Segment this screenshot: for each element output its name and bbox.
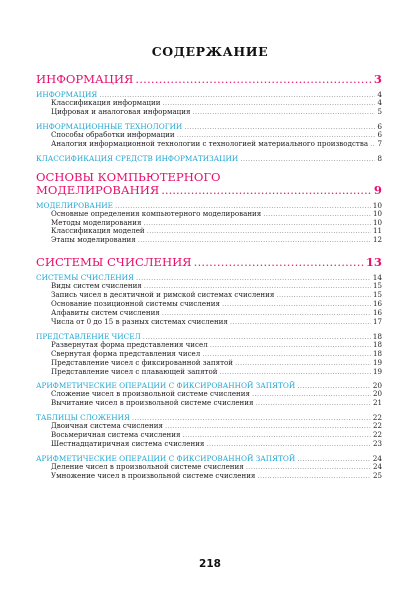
toc-page-number: 14	[372, 273, 382, 283]
toc-item-label: Умножение чисел в произвольной системе счисления	[51, 471, 256, 480]
toc-section-label: ТАБЛИЦЫ СЛОЖЕНИЯ	[36, 413, 130, 423]
toc-chapter-line2	[36, 184, 382, 197]
toc-page-number: 4	[377, 99, 382, 107]
toc-item-label: Запись чисел в десятичной и римской системах счисления	[51, 291, 275, 300]
leader-dots	[230, 318, 371, 327]
toc-item[interactable]	[36, 431, 382, 440]
toc-page-number: 8	[377, 153, 382, 163]
toc-section[interactable]	[36, 332, 382, 341]
toc-item-label: Представление чисел с плавающей запятой	[51, 367, 218, 376]
toc-page-number: 5	[377, 107, 382, 116]
page-title: СОДЕРЖАНИЕ	[151, 44, 269, 59]
toc-item[interactable]	[36, 236, 382, 245]
toc-item[interactable]	[36, 291, 382, 300]
toc-page-number: 15	[372, 282, 382, 291]
toc-item[interactable]	[36, 390, 382, 399]
toc-page-number: 18	[372, 349, 382, 358]
toc-section-label: КЛАССИФИКАЦИЯ СРЕДСТВ ИНФОРМАТИЗАЦИИ	[36, 153, 239, 163]
toc-item[interactable]	[36, 227, 382, 236]
toc-item[interactable]	[36, 472, 382, 481]
leader-dots	[297, 454, 370, 463]
toc-section[interactable]	[36, 273, 382, 282]
toc-chapter[interactable]	[36, 255, 382, 269]
toc-item[interactable]	[36, 99, 382, 108]
toc-page-number: 20	[372, 381, 382, 391]
toc-chapter-label-line1: ОСНОВЫ КОМПЬЮТЕРНОГО	[36, 169, 221, 184]
toc-page-number: 20	[372, 390, 382, 399]
toc-item-label: Восьмеричная система счисления	[51, 431, 181, 440]
toc-item[interactable]	[36, 282, 382, 291]
toc-item-label: Свернутая форма представления чисел	[51, 349, 201, 358]
leader-dots	[297, 381, 370, 390]
leader-dots	[165, 422, 371, 431]
leader-dots	[132, 413, 371, 422]
leader-dots	[135, 72, 372, 86]
toc-chapter-label-line2: МОДЕЛИРОВАНИЯ	[36, 183, 160, 197]
toc-page-number: 11	[372, 227, 382, 236]
toc-page-number: 10	[372, 218, 382, 227]
toc-page-number: 7	[377, 139, 382, 148]
toc-item[interactable]	[36, 219, 382, 228]
toc-page-number: 22	[372, 413, 382, 423]
toc-section[interactable]	[36, 381, 382, 390]
toc-page-number: 12	[372, 236, 382, 245]
toc-page-number: 16	[372, 308, 382, 317]
toc-item[interactable]	[36, 359, 382, 368]
toc-item[interactable]	[36, 318, 382, 327]
toc-item[interactable]	[36, 368, 382, 377]
toc-item-label: Классификация информации	[51, 99, 161, 107]
leader-dots	[263, 210, 371, 219]
toc-item-label: Основание позиционной системы счисления	[51, 300, 220, 309]
toc-item[interactable]	[36, 108, 382, 117]
toc-section-label: МОДЕЛИРОВАНИЕ	[36, 200, 113, 210]
toc-section[interactable]	[36, 201, 382, 210]
leader-dots	[143, 332, 371, 341]
toc-page-number: 24	[372, 462, 382, 471]
toc-item-label: Этапы моделирования	[51, 236, 136, 245]
toc-item-label: Классификация моделей	[51, 227, 145, 236]
toc-page-number: 6	[377, 121, 382, 131]
leader-dots	[136, 273, 371, 282]
toc-item-label: Цифровая и аналоговая информация	[51, 107, 191, 116]
leader-dots	[194, 255, 364, 269]
toc-section[interactable]	[36, 154, 382, 163]
toc-item-label: Основные определения компьютерного моделирования	[51, 209, 262, 218]
toc-item-label: Двоичная система счисления	[51, 422, 163, 431]
leader-dots	[144, 282, 371, 291]
toc-section-label: ИНФОРМАЦИЯ	[36, 90, 98, 99]
toc-item-label: Вычитание чисел в произвольной системе счисления	[51, 399, 254, 408]
toc-page-number: 10	[372, 209, 382, 218]
toc-page-number: 10	[372, 200, 382, 210]
toc-chapter-label: ИНФОРМАЦИЯ	[36, 72, 134, 86]
toc-item[interactable]	[36, 350, 382, 359]
toc-item-label: Виды систем счисления	[51, 282, 142, 291]
leader-dots	[370, 140, 375, 149]
toc-section[interactable]	[36, 413, 382, 422]
leader-dots	[143, 219, 370, 228]
leader-dots	[177, 131, 376, 140]
leader-dots	[99, 90, 375, 99]
leader-dots	[219, 368, 371, 377]
toc-page-number: 21	[372, 399, 382, 408]
leader-dots	[255, 399, 371, 408]
toc-chapter[interactable]	[36, 171, 382, 197]
toc-item-label: Развернутая форма представления чисел	[51, 340, 208, 349]
toc-page-number: 3	[373, 72, 382, 86]
leader-dots	[252, 390, 371, 399]
toc-item[interactable]	[36, 341, 382, 350]
toc-item[interactable]	[36, 422, 382, 431]
leader-dots	[162, 99, 375, 108]
toc-section[interactable]	[36, 454, 382, 463]
toc-page-number: 24	[372, 453, 382, 463]
leader-dots	[257, 472, 371, 481]
leader-dots	[192, 108, 375, 117]
toc-item-label: Представление чисел с фиксированной запятой	[51, 358, 233, 367]
toc-item-label: Алфавиты систем счисления	[51, 308, 160, 317]
toc-section[interactable]	[36, 90, 382, 99]
toc-item[interactable]	[36, 210, 382, 219]
toc-item[interactable]	[36, 463, 382, 472]
leader-dots	[276, 291, 371, 300]
leader-dots	[246, 463, 371, 472]
leader-dots	[115, 201, 371, 210]
toc-item[interactable]	[36, 140, 382, 149]
toc-section-label: ПРЕДСТАВЛЕНИЕ ЧИСЕЛ	[36, 331, 141, 341]
toc-page-number: 13	[365, 255, 382, 270]
leader-dots	[202, 350, 371, 359]
leader-dots	[161, 184, 372, 197]
toc-page-number: 19	[372, 367, 382, 376]
toc-page-number: 18	[372, 340, 382, 349]
leader-dots	[147, 227, 371, 236]
toc-section-label: АРИФМЕТИЧЕСКИЕ ОПЕРАЦИИ С ФИКСИРОВАННОЙ ЗАПЯТОЙ	[36, 381, 296, 391]
toc-item[interactable]	[36, 300, 382, 309]
toc-page-number: 25	[372, 471, 382, 480]
toc-item-label: Числа от 0 до 15 в разных системах счисления	[51, 317, 228, 326]
toc-item[interactable]	[36, 399, 382, 408]
toc-page-number: 22	[372, 431, 382, 440]
leader-dots	[222, 300, 371, 309]
toc-page-number: 19	[372, 358, 382, 367]
leader-dots	[138, 236, 371, 245]
leader-dots	[182, 431, 370, 440]
leader-dots	[162, 309, 371, 318]
toc-page-number: 6	[377, 130, 382, 139]
toc-chapter[interactable]	[36, 72, 382, 86]
toc-item[interactable]	[36, 131, 382, 140]
toc-page-number: 18	[372, 331, 382, 341]
table-of-contents	[36, 66, 382, 481]
leader-dots	[240, 154, 375, 163]
toc-page-number: 22	[372, 422, 382, 431]
leader-dots	[235, 359, 371, 368]
leader-dots	[210, 341, 371, 350]
toc-page-number: 17	[372, 317, 382, 326]
toc-item-label: Деление чисел в произвольной системе счисления	[51, 462, 244, 471]
leader-dots	[184, 122, 375, 131]
toc-item[interactable]	[36, 309, 382, 318]
toc-item-label: Аналогия информационной технологии с технологией материального производства	[51, 139, 369, 148]
toc-page-number: 23	[372, 440, 382, 449]
page-number: 218	[199, 558, 221, 570]
toc-page-number: 4	[377, 90, 382, 99]
leader-dots	[206, 440, 371, 449]
toc-item-label: Сложение чисел в произвольной системе счисления	[51, 390, 250, 399]
toc-section-label: АРИФМЕТИЧЕСКИЕ ОПЕРАЦИИ С ФИКСИРОВАННОЙ ЗАПЯТОЙ	[36, 453, 296, 463]
toc-section[interactable]	[36, 122, 382, 131]
toc-item-label: Способы обработки информации	[51, 130, 175, 139]
toc-page-number: 15	[372, 291, 382, 300]
toc-page-number: 16	[372, 300, 382, 309]
toc-item-label: Методы моделирования	[51, 218, 142, 227]
toc-section-label: ИНФОРМАЦИОННЫЕ ТЕХНОЛОГИИ	[36, 121, 183, 131]
toc-page-number: 9	[373, 183, 382, 197]
toc-section-label: СИСТЕМЫ СЧИСЛЕНИЯ	[36, 273, 134, 283]
toc-item[interactable]	[36, 440, 382, 449]
toc-item-label: Шестнадцатиричная система счисления	[51, 440, 205, 449]
toc-chapter-label: СИСТЕМЫ СЧИСЛЕНИЯ	[36, 255, 192, 270]
